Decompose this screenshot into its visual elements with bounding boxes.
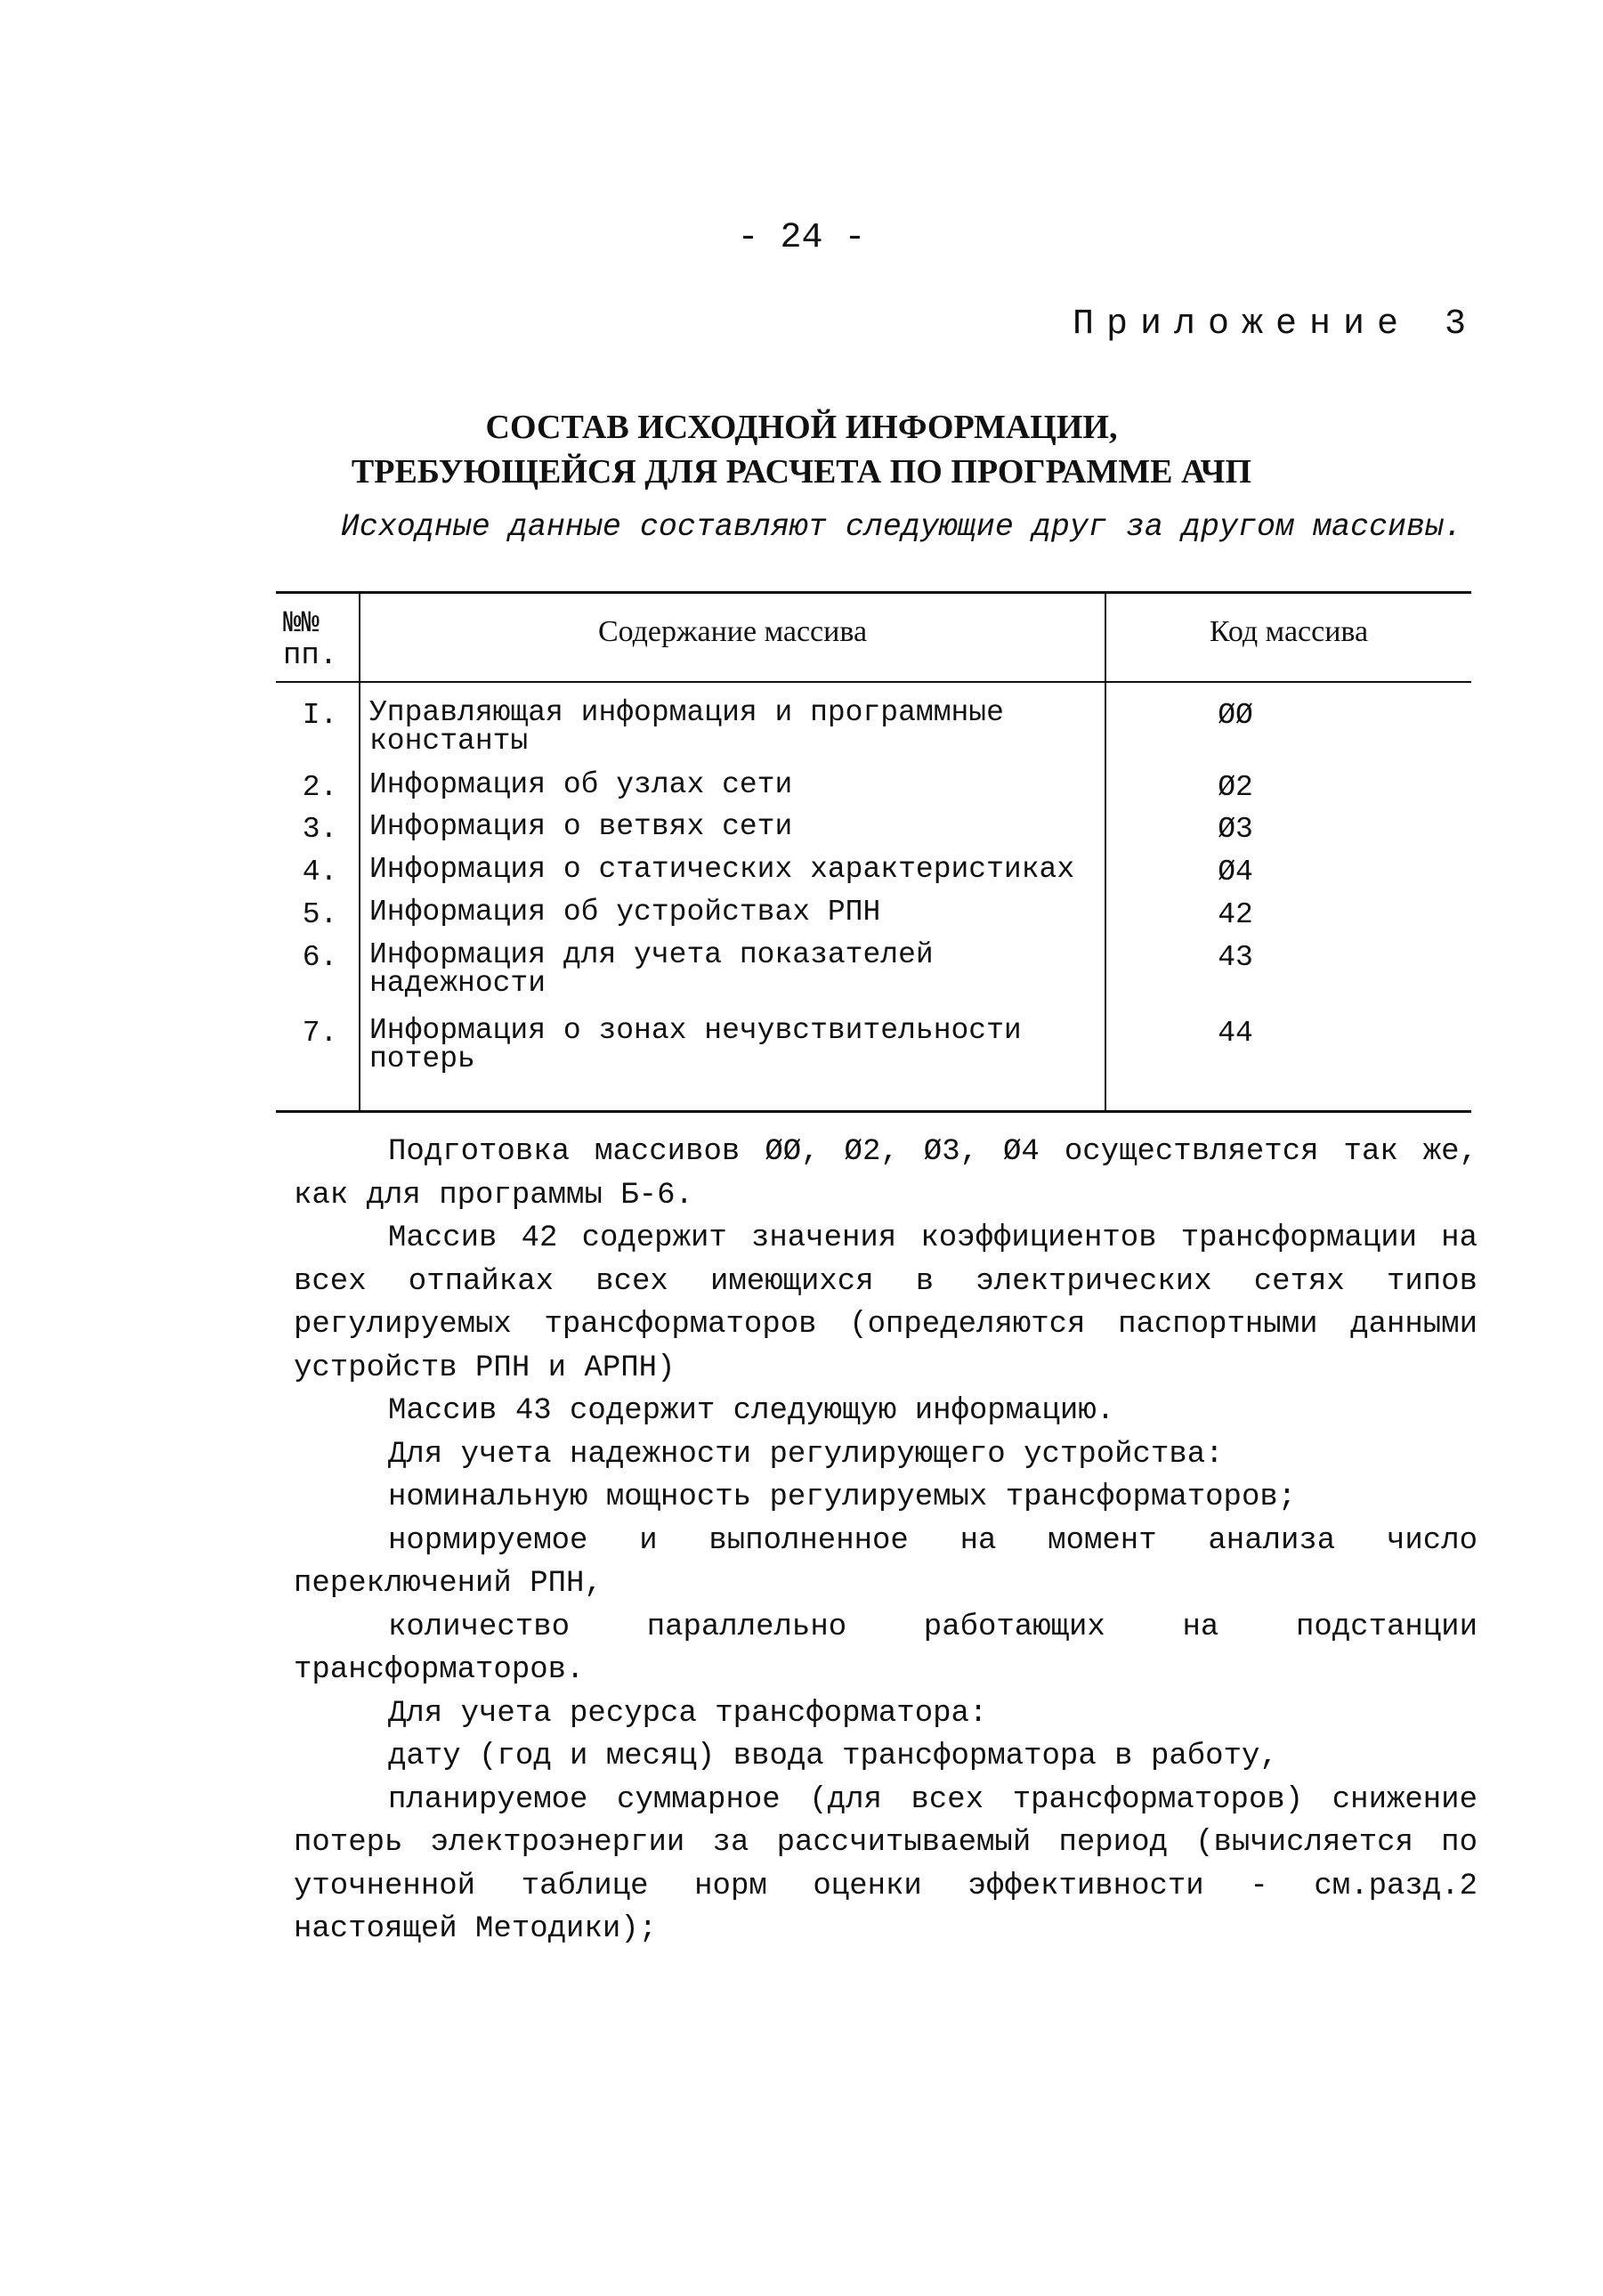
row-number: 6. bbox=[302, 941, 338, 974]
row-code: Ø3 bbox=[1218, 813, 1253, 846]
title-line-1: СОСТАВ ИСХОДНОЙ ИНФОРМАЦИИ, bbox=[485, 409, 1118, 446]
paragraph: Для учета ресурса трансформатора: bbox=[388, 1696, 988, 1731]
table-intro: Исходные данные составляют следующие друг за другом массивы. bbox=[340, 509, 1462, 545]
row-number: 3. bbox=[302, 813, 338, 846]
row-code: Ø2 bbox=[1218, 771, 1253, 804]
row-content: Информация о зонах нечувствительности потерь bbox=[369, 1014, 1022, 1075]
body-text bbox=[294, 1131, 1478, 1951]
row-code: 42 bbox=[1218, 898, 1253, 931]
title-line-2: ТРЕБУЮЩЕЙСЯ ДЛЯ РАСЧЕТА ПО ПРОГРАММЕ АЧП bbox=[351, 453, 1252, 491]
row-content: Информация для учета показателей надежности bbox=[369, 938, 934, 1000]
row-code: 43 bbox=[1218, 941, 1253, 974]
table-header-rule bbox=[276, 681, 1471, 683]
row-number: 4. bbox=[302, 856, 338, 888]
header-number: №№ пп. bbox=[283, 607, 338, 673]
paragraph: количество параллельно работающих на подстанции трансформаторов. bbox=[294, 1610, 1478, 1687]
row-content: Информация о ветвях сети bbox=[369, 810, 793, 843]
row-code: Ø4 bbox=[1218, 856, 1253, 888]
page-number: - 24 - bbox=[737, 218, 866, 258]
paragraph: нормируемое и выполненное на момент анализа число переключений РПН, bbox=[294, 1523, 1478, 1601]
row-content: Информация об узлах сети bbox=[369, 768, 793, 801]
paragraph: планируемое суммарное (для всех трансформаторов) снижение потерь электроэнергии за рассчитываемый период (вычисляется по уточненной таблице норм оценки эффективности - см.разд.2 настоящей Методики); bbox=[294, 1782, 1478, 1946]
paragraph: дату (год и месяц) ввода трансформатора в работу, bbox=[388, 1740, 1278, 1773]
paragraph: Массив 42 содержит значения коэффициентов трансформации на всех отпайках всех имеющихся в электрических сетях типов регулируемых трансформаторов (определяются паспортными данными устройств РПН и АРПН) bbox=[294, 1221, 1478, 1385]
header-content: Содержание массива bbox=[597, 615, 868, 648]
table-divider bbox=[359, 594, 360, 1110]
header-code: Код массива bbox=[1209, 615, 1369, 648]
paragraph: Подготовка массивов ØØ, Ø2, Ø3, Ø4 осуществляется так же, как для программы Б-6. bbox=[294, 1135, 1478, 1213]
paragraph: Массив 43 содержит следующую информацию. bbox=[388, 1394, 1115, 1428]
appendix-label: Приложение 3 bbox=[1072, 304, 1478, 345]
row-code: 44 bbox=[1218, 1017, 1253, 1050]
row-number: 2. bbox=[302, 771, 338, 804]
row-content: Управляющая информация и программные константы bbox=[369, 696, 1004, 758]
row-number: 7. bbox=[302, 1017, 338, 1050]
row-number: 5. bbox=[302, 898, 338, 931]
row-number: I. bbox=[302, 699, 338, 732]
paragraph: Для учета надежности регулирующего устройства: bbox=[388, 1437, 1224, 1472]
arrays-table bbox=[276, 591, 1471, 1113]
row-content: Информация о статических характеристиках bbox=[369, 853, 1075, 886]
row-content: Информация об устройствах РПН bbox=[369, 896, 881, 929]
paragraph: номинальную мощность регулируемых трансформаторов; bbox=[388, 1481, 1297, 1514]
row-code: ØØ bbox=[1218, 699, 1253, 732]
